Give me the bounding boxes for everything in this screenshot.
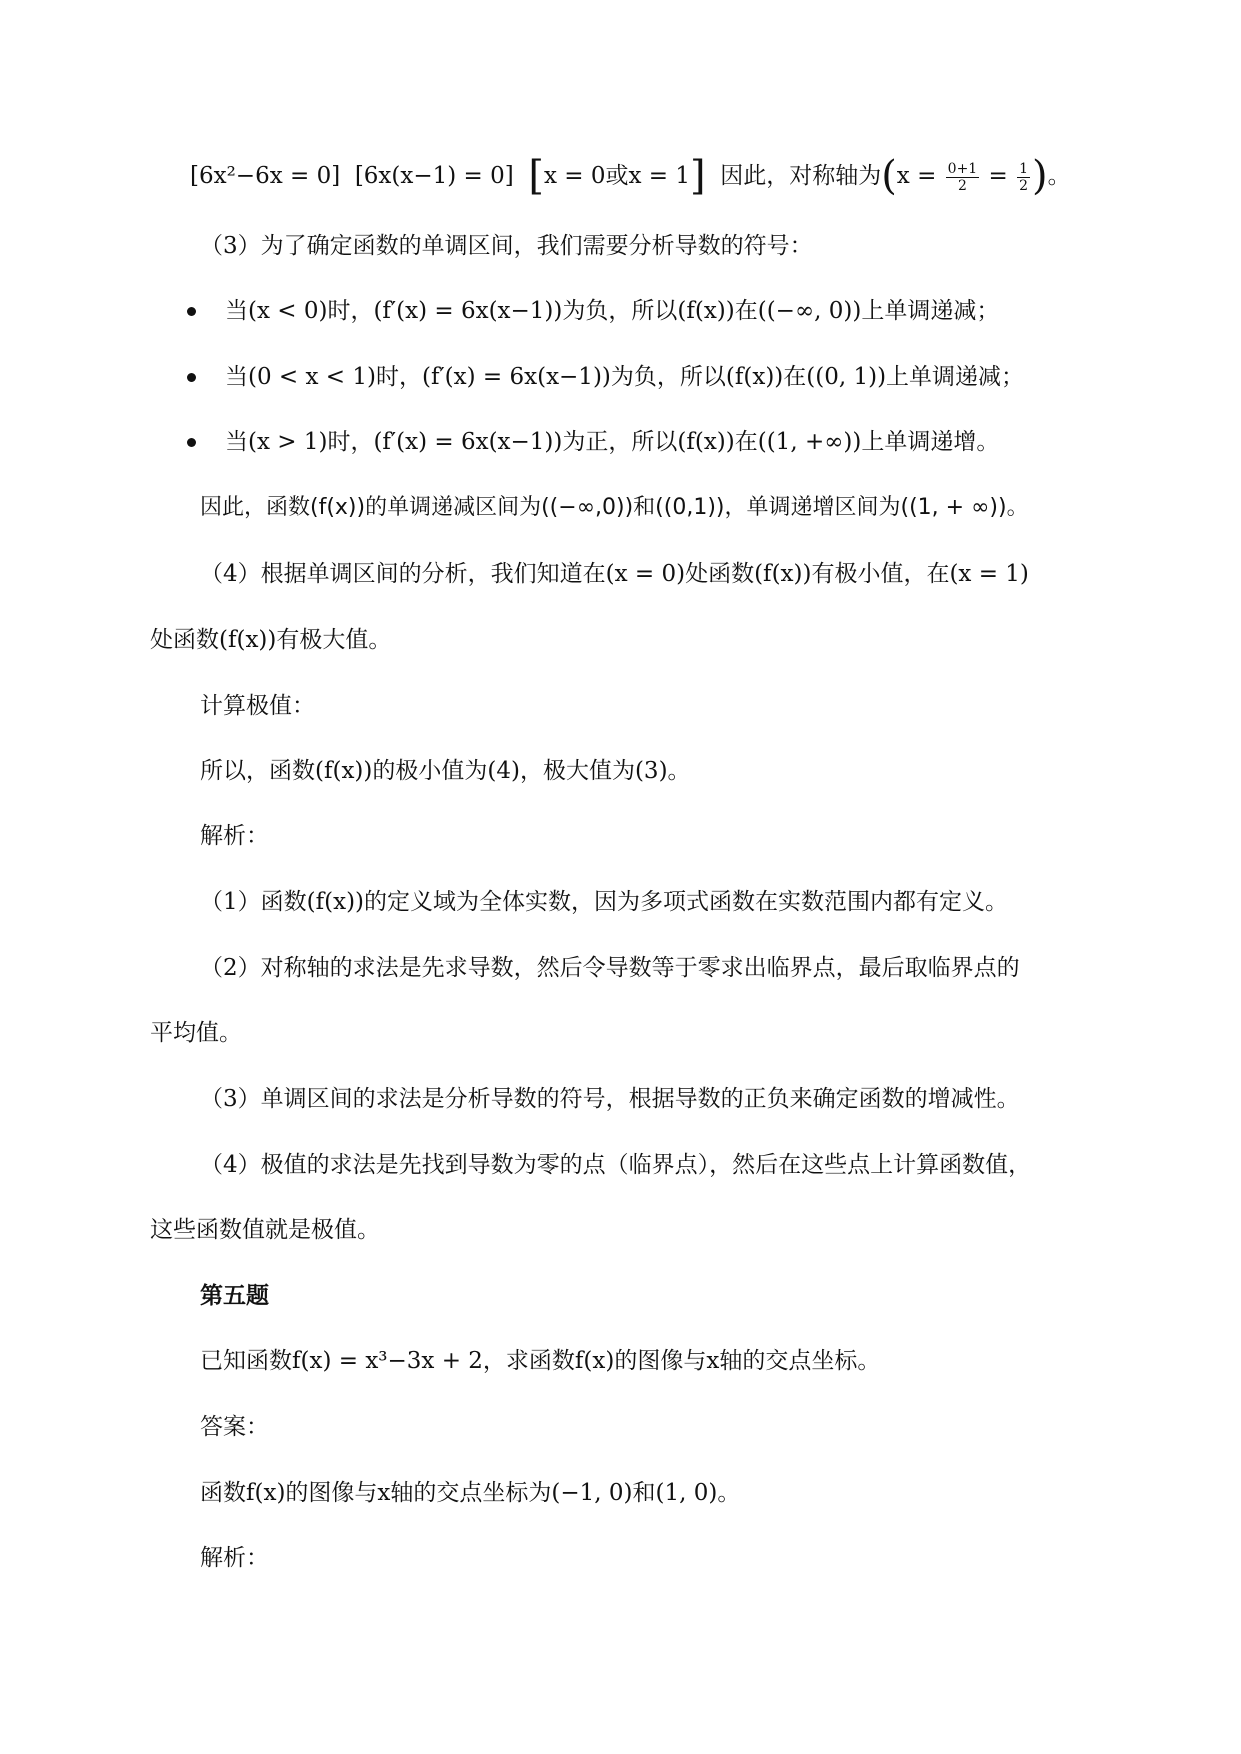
fraction-1: $\frac{0+1}{2}$ (947, 160, 978, 194)
answer-label: 答案： (200, 1414, 269, 1440)
equation-1: [6x²−6x = 0] (190, 163, 341, 189)
equals-sign: = (988, 163, 1008, 189)
paren-open: ( (881, 153, 897, 199)
bullet-item-3: 当(x > 1)时，(f′(x) = 6x(x−1))为正，所以(f(x))在((1, +∞))上单调递增。 (225, 429, 1000, 455)
axis-lhs: x = (896, 163, 937, 189)
bullet-item-2: 当(0 < x < 1)时，(f′(x) = 6x(x−1))为负，所以(f(x))在((0, 1))上单调递减； (225, 364, 1025, 390)
bullet-dot (187, 307, 196, 316)
summary-line: 因此，函数(f(x))的单调递减区间为((−∞,0))和((0,1))，单调递增区间为((1, + ∞))。 (200, 495, 1029, 520)
equation-2: [6x(x−1) = 0] (354, 163, 514, 189)
bullet-dot (187, 373, 196, 382)
para-4-line-2: 处函数(f(x))有极大值。 (150, 627, 392, 653)
calc-label: 计算极值： (200, 693, 315, 719)
question-5-statement: 已知函数f(x) = x³−3x + 2，求函数f(x)的图像与x轴的交点坐标。 (200, 1348, 881, 1374)
bullet-dot (187, 438, 196, 447)
para-4-line-1: （4）根据单调区间的分析，我们知道在(x = 0)处函数(f(x))有极小值，在(x = 1) (200, 561, 1029, 587)
fraction-2: $\frac{1}{2}$ (1019, 160, 1029, 194)
analysis-label-2: 解析： (200, 1545, 269, 1571)
bracket-close: ] (689, 153, 706, 199)
analysis-2-line-1: （2）对称轴的求法是先求导数，然后令导数等于零求出临界点，最后取临界点的 (200, 955, 1020, 981)
analysis-4-line-2: 这些函数值就是极值。 (150, 1217, 380, 1243)
result-line: 所以，函数(f(x))的极小值为(4)，极大值为(3)。 (200, 758, 691, 784)
axis-text: 因此，对称轴为 (720, 163, 882, 189)
paren-close: ) (1032, 153, 1048, 199)
analysis-2-line-2: 平均值。 (150, 1020, 242, 1046)
para-3-intro: （3）为了确定函数的单调区间，我们需要分析导数的符号： (200, 233, 813, 259)
analysis-3: （3）单调区间的求法是分析导数的符号，根据导数的正负来确定函数的增减性。 (200, 1086, 1020, 1112)
analysis-4-line-1: （4）极值的求法是先找到导数为零的点（临界点），然后在这些点上计算函数值， (200, 1152, 1032, 1178)
bracket-open: [ (528, 153, 544, 199)
equation-3: x = 0或x = 1 (543, 163, 690, 189)
question-5-title: 第五题 (200, 1282, 269, 1309)
analysis-1: （1）函数(f(x))的定义域为全体实数，因为多项式函数在实数范围内都有定义。 (200, 889, 1009, 915)
analysis-label: 解析： (200, 823, 269, 849)
equation-line (190, 153, 1071, 199)
period: 。 (1047, 163, 1071, 189)
bullet-item-1: 当(x < 0)时，(f′(x) = 6x(x−1))为负，所以(f(x))在((−∞, 0))上单调递减； (225, 298, 1000, 324)
answer-text: 函数f(x)的图像与x轴的交点坐标为(−1, 0)和(1, 0)。 (200, 1480, 741, 1506)
